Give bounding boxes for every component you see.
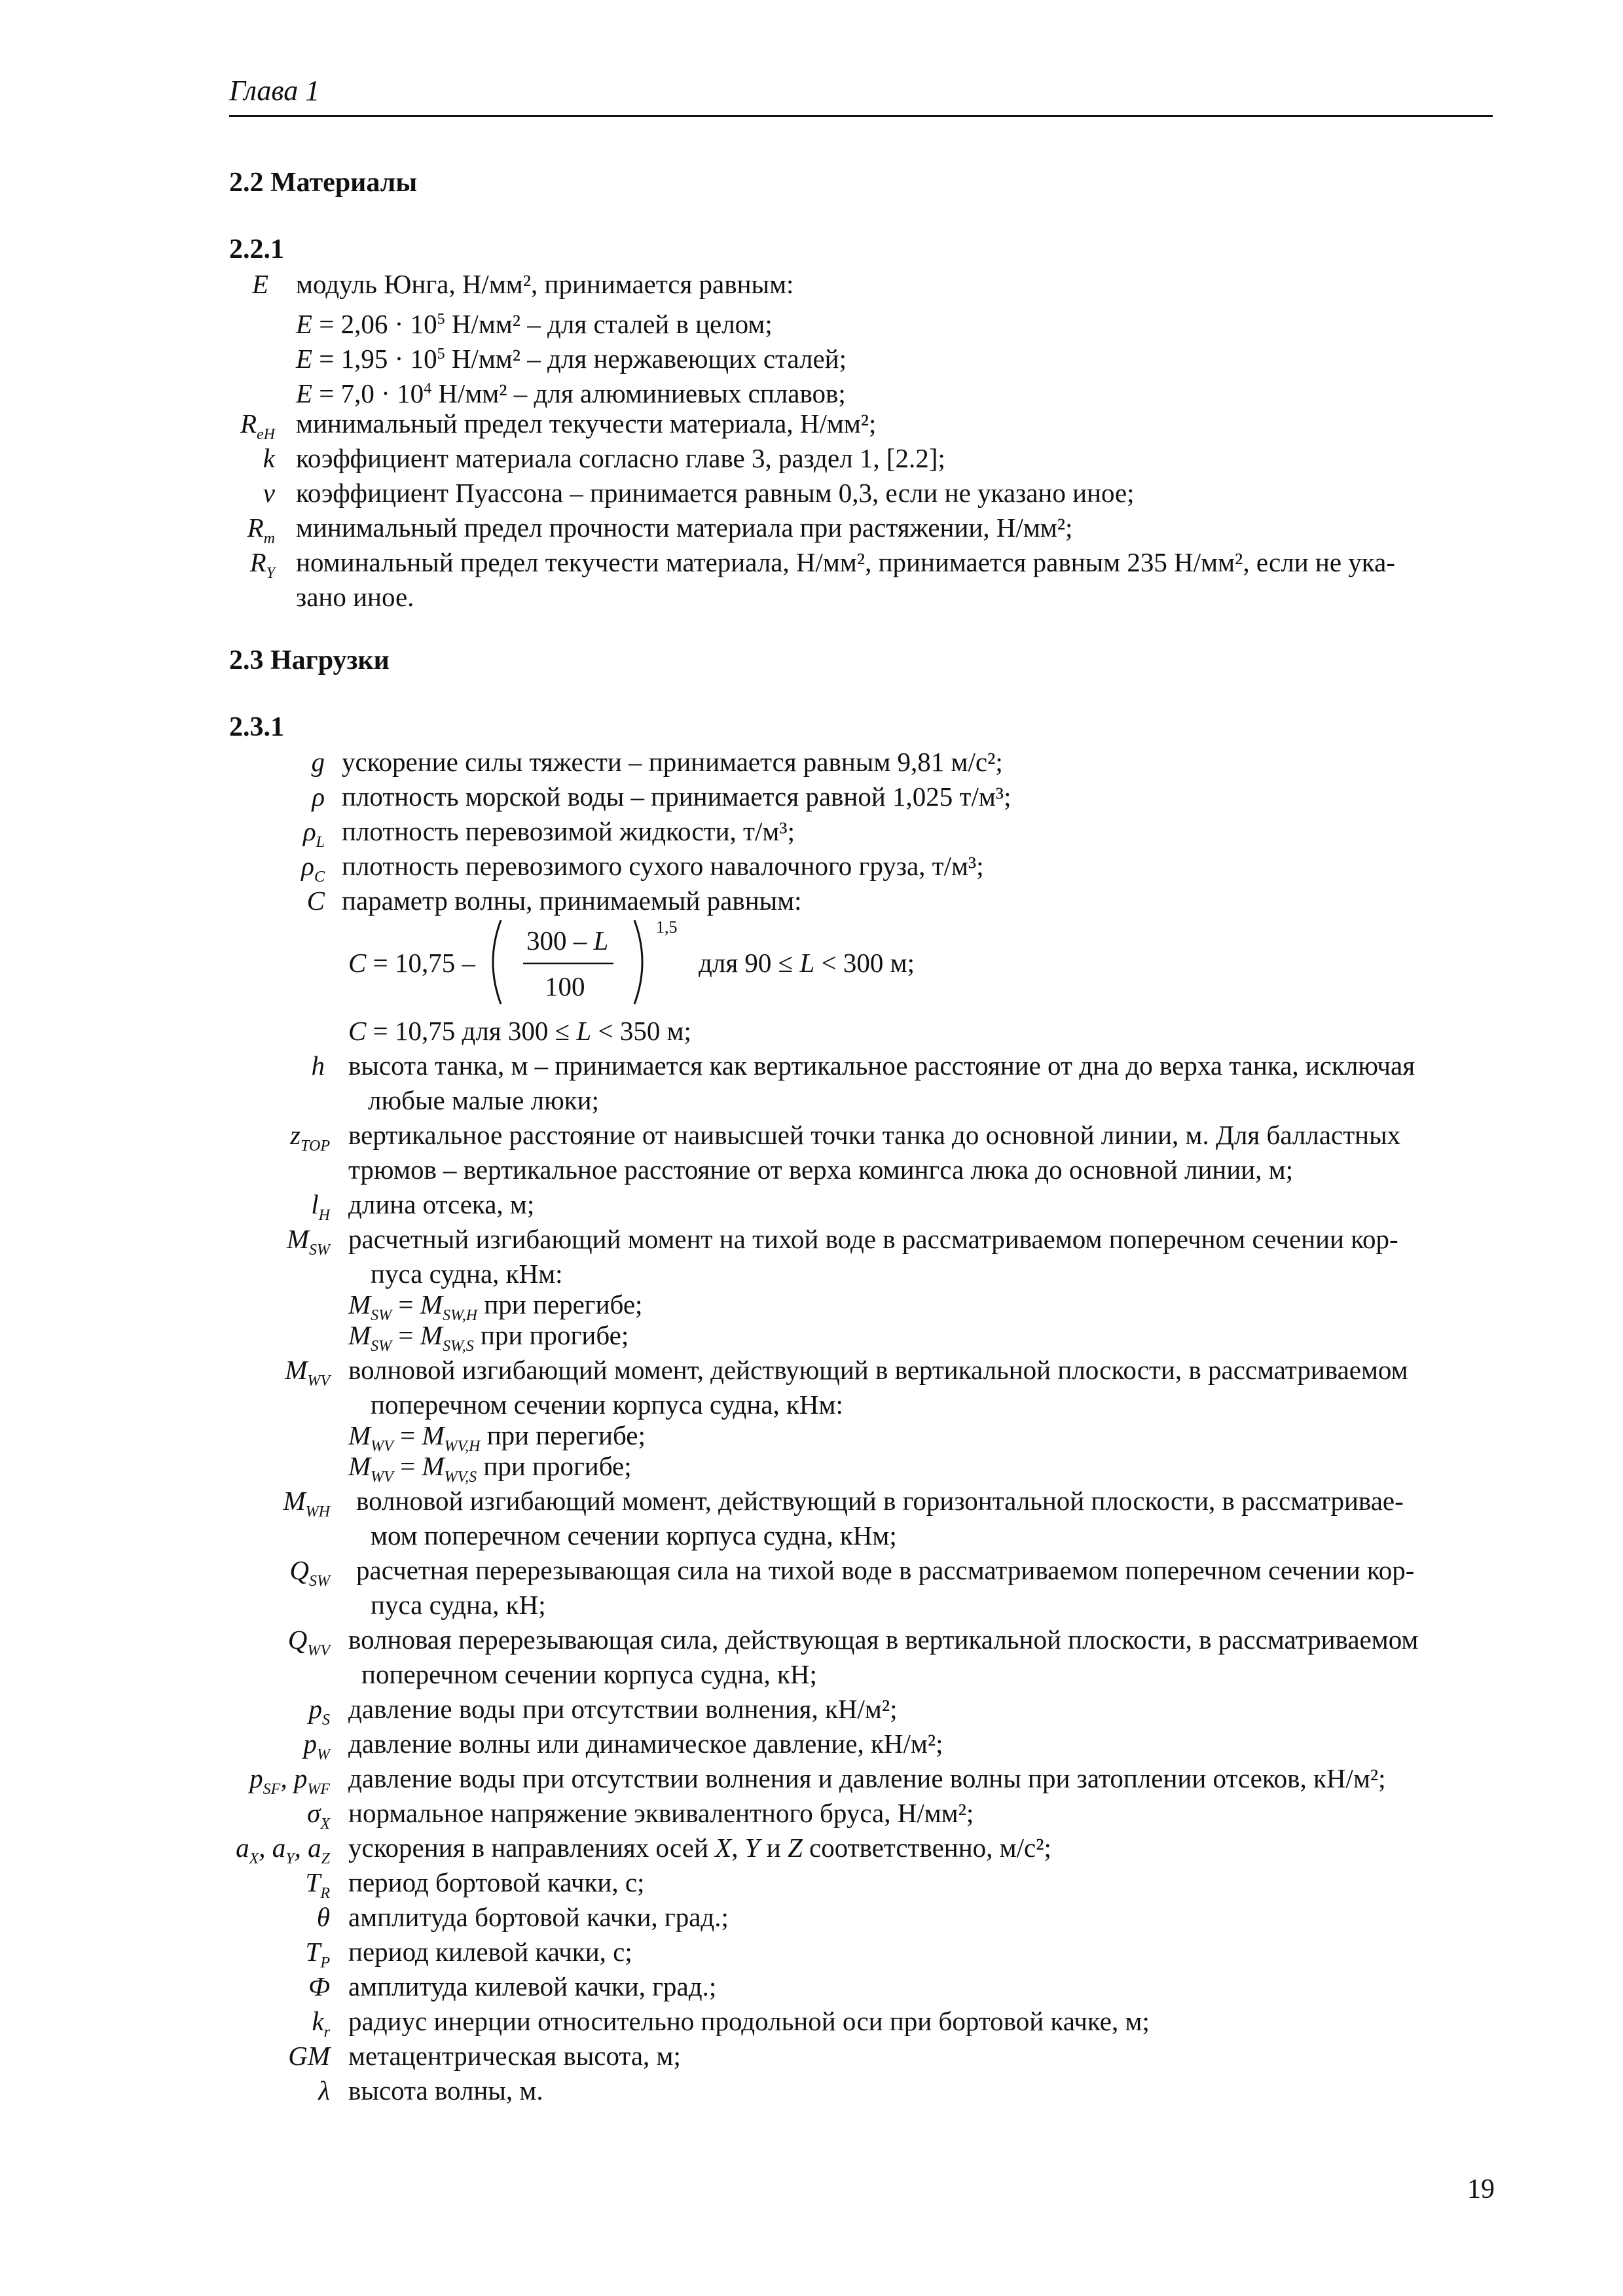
symbol-ps: $p_S$: [308, 1694, 330, 1729]
symbol-pw: $p_W$: [303, 1729, 330, 1763]
def-lH-text: длина отсека, м;: [348, 1189, 535, 1219]
symbol-Qwv: $Q_{WV}$: [287, 1624, 330, 1659]
def-TP-text: период килевой качки, с;: [348, 1937, 632, 1967]
def-accelerations-text: ускорения в направлениях осей X, Y и Z соответственно, м/с²;: [348, 1833, 1051, 1863]
symbol-lH: $l_H$: [311, 1189, 330, 1224]
chapter-header: Глава 1: [229, 75, 320, 107]
formula-Msw-hog-text: $M_{SW} = M_{SW,H}$ при перегибе;: [348, 1289, 643, 1324]
header-rule: [229, 115, 1493, 117]
def-Msw-text-cont: пуса судна, кНм:: [371, 1259, 563, 1289]
def-Mwv-text: волновой изгибающий момент, действующий в вертикальной плоскости, в рассматриваемом: [348, 1355, 1408, 1385]
def-ps-text: давление воды при отсутствии волнения, кН/м²;: [348, 1694, 898, 1724]
formula-C-exponent: 1,5: [656, 918, 678, 937]
formula-C-denominator: 100: [545, 971, 585, 1001]
symbol-rho: ρ: [312, 781, 325, 812]
paragraph-2-3-1: 2.3.1: [229, 712, 284, 742]
def-sigma-text: нормальное напряжение эквивалентного бруса, Н/мм²;: [348, 1798, 974, 1828]
def-rho-text: плотность морской воды – принимается равной 1,025 т/м³;: [342, 781, 1012, 812]
formula-Mwv-hog-text: $M_{WV} = M_{WV,H}$ при перегибе;: [348, 1420, 646, 1455]
def-h-text: высота танка, м – принимается как вертикальное расстояние от дна до верха танка, исключая: [348, 1050, 1415, 1081]
def-E-text: модуль Юнга, Н/мм², принимается равным:: [296, 269, 794, 299]
symbol-Qsw: $Q_{SW}$: [289, 1555, 330, 1590]
formula-C-left: C = 10,75 –: [348, 948, 475, 978]
symbol-psf-pwf: $p_{SF}$, $p_{WF}$: [249, 1763, 330, 1798]
symbol-Mwh: $M_{WH}$: [283, 1486, 330, 1520]
formula-Mwv-sag-text: $M_{WV} = M_{WV,S}$ при прогибе;: [348, 1451, 632, 1486]
symbol-rhoC: $\rho_C$: [301, 851, 325, 886]
def-theta-text: амплитуда бортовой качки, град.;: [348, 1902, 729, 1932]
symbol-C: C: [306, 886, 325, 916]
formula-E-steel-text: $E = 2,06 \cdot 10^5$ Н/мм² – для сталей в целом;: [296, 309, 773, 339]
def-lambda-text: высота волны, м.: [348, 2075, 543, 2106]
def-kr-text: радиус инерции относительно продольной оси при бортовой качке, м;: [348, 2006, 1150, 2036]
def-Qsw-text-cont: пуса судна, кН;: [371, 1590, 546, 1620]
def-ReH-text: минимальный предел текучести материала, Н/мм²;: [296, 408, 877, 439]
def-psf-pwf-text: давление воды при отсутствии волнения и давление волны при затоплении отсеков, кН/м²;: [348, 1763, 1386, 1793]
symbol-rhoL: $\rho_L$: [302, 816, 325, 851]
symbol-nu: ν: [263, 478, 275, 508]
def-rhoC-text: плотность перевозимого сухого навалочного груза, т/м³;: [342, 851, 984, 881]
def-Qwv-text-cont: поперечном сечении корпуса судна, кН;: [361, 1659, 817, 1689]
def-pw-text: давление волны или динамическое давление, кН/м²;: [348, 1729, 943, 1759]
symbol-kr: $k_r$: [312, 2006, 330, 2041]
symbol-Rm: $R_m$: [247, 512, 275, 547]
def-phi-text: амплитуда килевой качки, град.;: [348, 1971, 717, 2001]
symbol-phi: Ф: [308, 1971, 330, 2001]
def-Mwh-text-cont: мом поперечном сечении корпуса судна, кНм;: [371, 1520, 897, 1551]
symbol-RY: $R_Y$: [249, 547, 275, 582]
def-Msw-text: расчетный изгибающий момент на тихой воде в рассматриваемом поперечном сечении кор-: [348, 1224, 1398, 1254]
symbol-TP: $T_P$: [305, 1937, 330, 1971]
paragraph-2-2-1: 2.2.1: [229, 234, 284, 264]
symbol-Mwv: $M_{WV}$: [285, 1355, 330, 1390]
formula-C-block: [348, 916, 938, 1008]
section-title-loads: 2.3 Нагрузки: [229, 645, 390, 675]
symbol-lambda: λ: [318, 2075, 330, 2106]
page-number: 19: [1467, 2174, 1495, 2204]
def-Rm-text: минимальный предел прочности материала при растяжении, Н/мм²;: [296, 512, 1073, 543]
symbol-GM: GM: [288, 2041, 330, 2071]
symbol-h: h: [311, 1050, 325, 1081]
def-k-text: коэффициент материала согласно главе 3, раздел 1, [2.2];: [296, 443, 945, 473]
symbol-TR: $T_R$: [305, 1867, 330, 1902]
formula-Msw-sag-text: $M_{SW} = M_{SW,S}$ при прогибе;: [348, 1320, 629, 1355]
def-TR-text: период бортовой качки, с;: [348, 1867, 645, 1897]
def-C-text: параметр волны, принимаемый равным:: [342, 886, 802, 916]
def-Qwv-text: волновая перерезывающая сила, действующая в вертикальной плоскости, в рассматриваемом: [348, 1624, 1419, 1655]
def-Qsw-text: расчетная перерезывающая сила на тихой воде в рассматриваемом поперечном сечении кор-: [356, 1555, 1415, 1585]
def-rhoL-text: плотность перевозимой жидкости, т/м³;: [342, 816, 795, 846]
symbol-k: k: [263, 443, 275, 473]
symbol-sigmaX: $\sigma_X$: [307, 1798, 330, 1833]
def-GM-text: метацентрическая высота, м;: [348, 2041, 681, 2071]
symbol-g: g: [311, 747, 325, 777]
def-ztop-text: вертикальное расстояние от наивысшей точки танка до основной линии, м. Для балластных: [348, 1120, 1401, 1150]
symbol-E: E: [251, 269, 268, 299]
symbol-Msw: $M_{SW}$: [286, 1224, 330, 1259]
symbol-theta: θ: [316, 1902, 330, 1932]
def-ztop-text-cont: трюмов – вертикальное расстояние от верха комингса люка до основной линии, м;: [348, 1155, 1294, 1185]
formula-E-aluminium-text: $E = 7,0 \cdot 10^4$ Н/мм² – для алюминиевых сплавов;: [296, 378, 846, 408]
formula-C-2-text: C = 10,75 для 300 ≤ L < 350 м;: [348, 1016, 691, 1046]
formula-C-condition: для 90 ≤ L < 300 м;: [699, 948, 915, 978]
symbol-ztop: $z_{TOP}$: [290, 1120, 330, 1155]
symbol-ReH: $R_{eH}$: [240, 408, 275, 443]
def-Mwv-text-cont: поперечном сечении корпуса судна, кНм:: [371, 1390, 843, 1420]
def-nu-text: коэффициент Пуассона – принимается равным 0,3, если не указано иное;: [296, 478, 1135, 508]
def-RY-text: номинальный предел текучести материала, Н/мм², принимается равным 235 Н/мм², если не ука-: [296, 547, 1395, 577]
def-RY-text-cont: зано иное.: [296, 582, 414, 612]
def-h-text-cont: любые малые люки;: [368, 1085, 599, 1115]
section-title-materials: 2.2 Материалы: [229, 168, 418, 198]
def-g-text: ускорение силы тяжести – принимается равным 9,81 м/с²;: [342, 747, 1003, 777]
def-Mwh-text: волновой изгибающий момент, действующий в горизонтальной плоскости, в рассматривае-: [356, 1486, 1404, 1516]
formula-C-numerator: 300 – L: [526, 925, 609, 956]
symbol-aX-aY-aZ: $a_X$, $a_Y$, $a_Z$: [236, 1833, 330, 1867]
formula-E-stainless-text: $E = 1,95 \cdot 10^5$ Н/мм² – для нержавеющих сталей;: [296, 344, 847, 374]
